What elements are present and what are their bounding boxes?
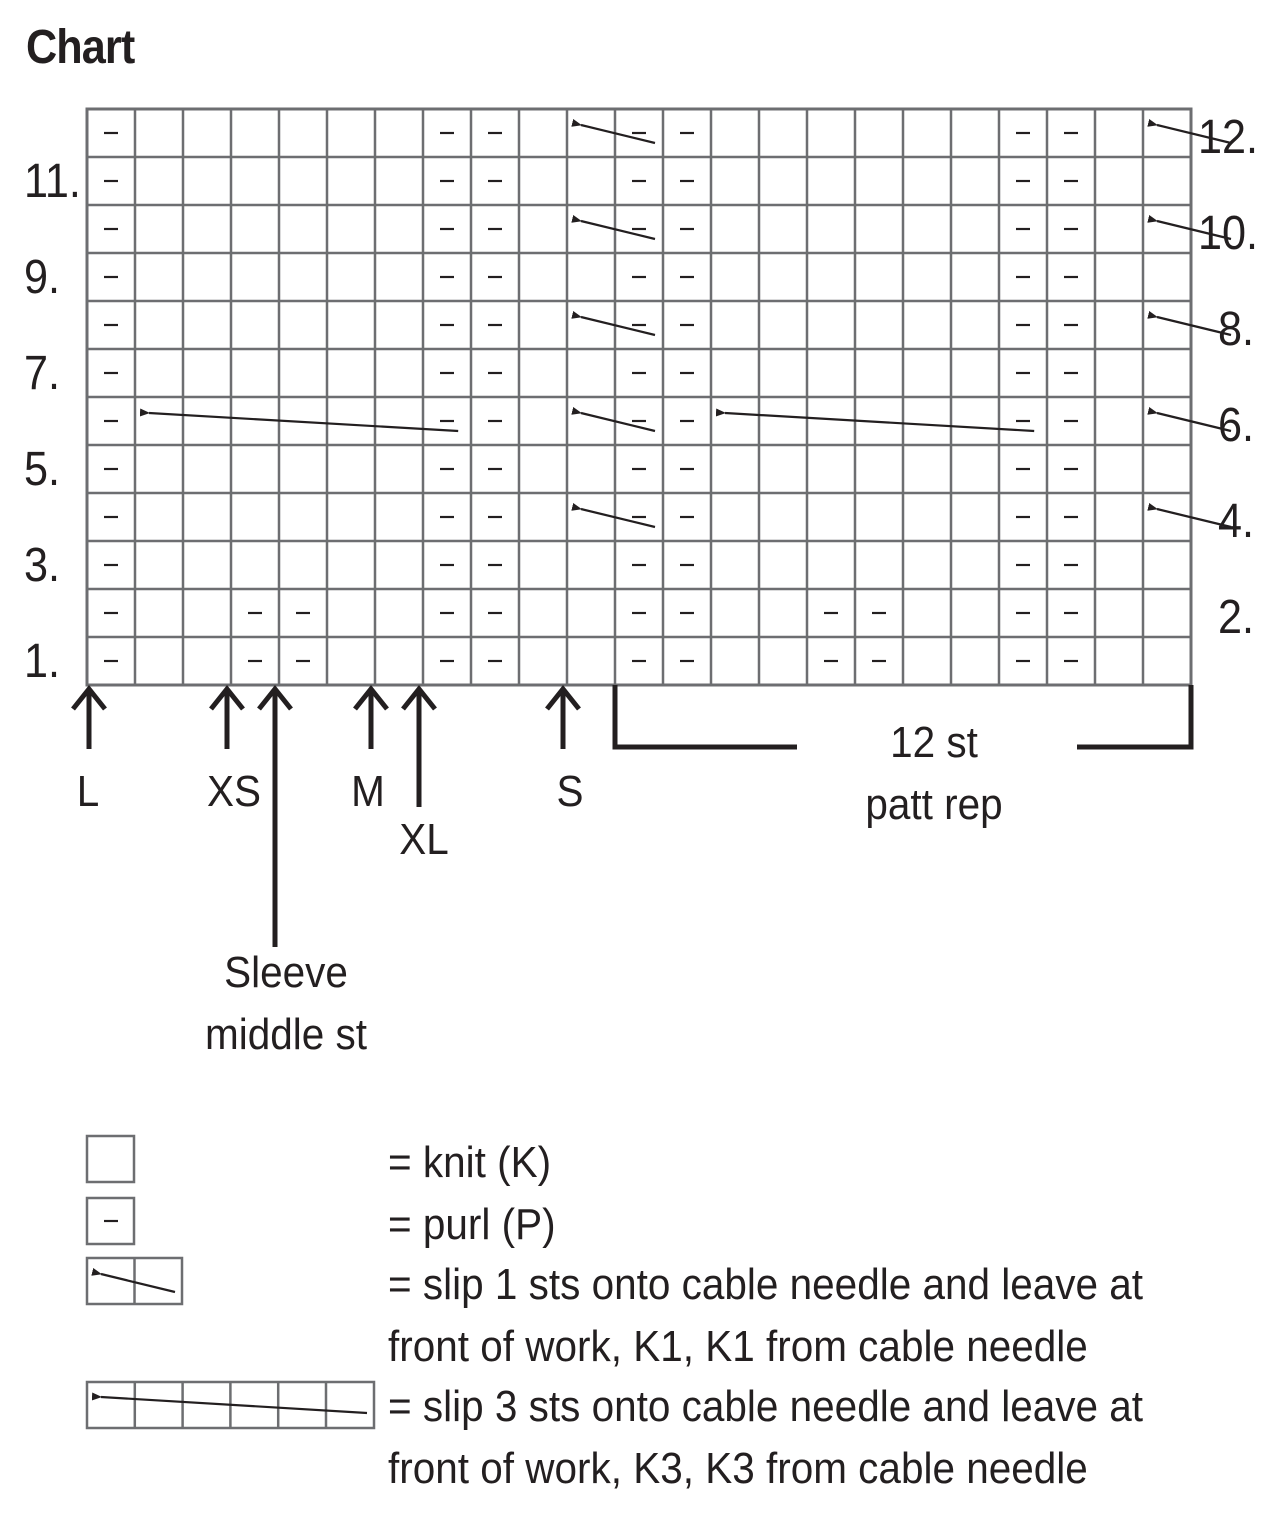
row-label-6: 6. (1218, 399, 1255, 452)
legend-swatches (87, 1136, 374, 1428)
sleeve-middle-arrow (259, 689, 291, 947)
legend-cable1-text-2: front of work, K1, K1 from cable needle (388, 1322, 1088, 1371)
row-label-8: 8. (1218, 303, 1255, 356)
repeat-label-line2: patt rep (865, 780, 1003, 829)
cable-3x3-arrow (149, 413, 458, 431)
row-label-3: 3. (24, 539, 61, 592)
row-label-12: 12. (1198, 111, 1259, 164)
pattern-repeat-label (865, 712, 1002, 836)
size-label-s: S (556, 767, 584, 816)
legend-cable3-text-2: front of work, K3, K3 from cable needle (388, 1444, 1088, 1493)
cable-3x3-arrow (725, 413, 1034, 431)
size-label-xl: XL (399, 815, 449, 864)
row-label-11: 11. (24, 155, 81, 208)
row-label-5: 5. (24, 443, 61, 496)
size-label-m: M (351, 767, 385, 816)
row-label-4: 4. (1218, 495, 1255, 548)
chart-title: Chart (26, 21, 135, 74)
size-arrow-m (355, 689, 387, 749)
row-label-7: 7. (24, 347, 61, 400)
legend-cable3-text-1: = slip 3 sts onto cable needle and leave at (388, 1382, 1144, 1431)
sleeve-label-line2: middle st (205, 1010, 367, 1059)
row-label-9: 9. (24, 251, 61, 304)
size-arrow-s (547, 689, 579, 749)
legend-knit-swatch (87, 1136, 134, 1182)
sleeve-label-line1: Sleeve (224, 948, 348, 997)
legend-knit-text: = knit (K) (388, 1138, 552, 1187)
size-arrow-xs (211, 689, 243, 749)
stitch-grid (87, 109, 1191, 685)
size-arrow-l (73, 689, 105, 749)
size-label-xs: XS (206, 767, 262, 816)
row-label-2: 2. (1218, 591, 1255, 644)
sleeve-middle-label (205, 942, 367, 1066)
row-label-1: 1. (24, 635, 61, 688)
size-arrow-xl (403, 689, 435, 807)
repeat-label-line1: 12 st (890, 718, 978, 767)
legend-cable1-text-1: = slip 1 sts onto cable needle and leave at (388, 1260, 1144, 1309)
row-label-10: 10. (1198, 207, 1259, 260)
size-markers (73, 685, 1191, 947)
size-label-l: L (76, 767, 100, 816)
legend-purl-text: = purl (P) (388, 1200, 556, 1249)
